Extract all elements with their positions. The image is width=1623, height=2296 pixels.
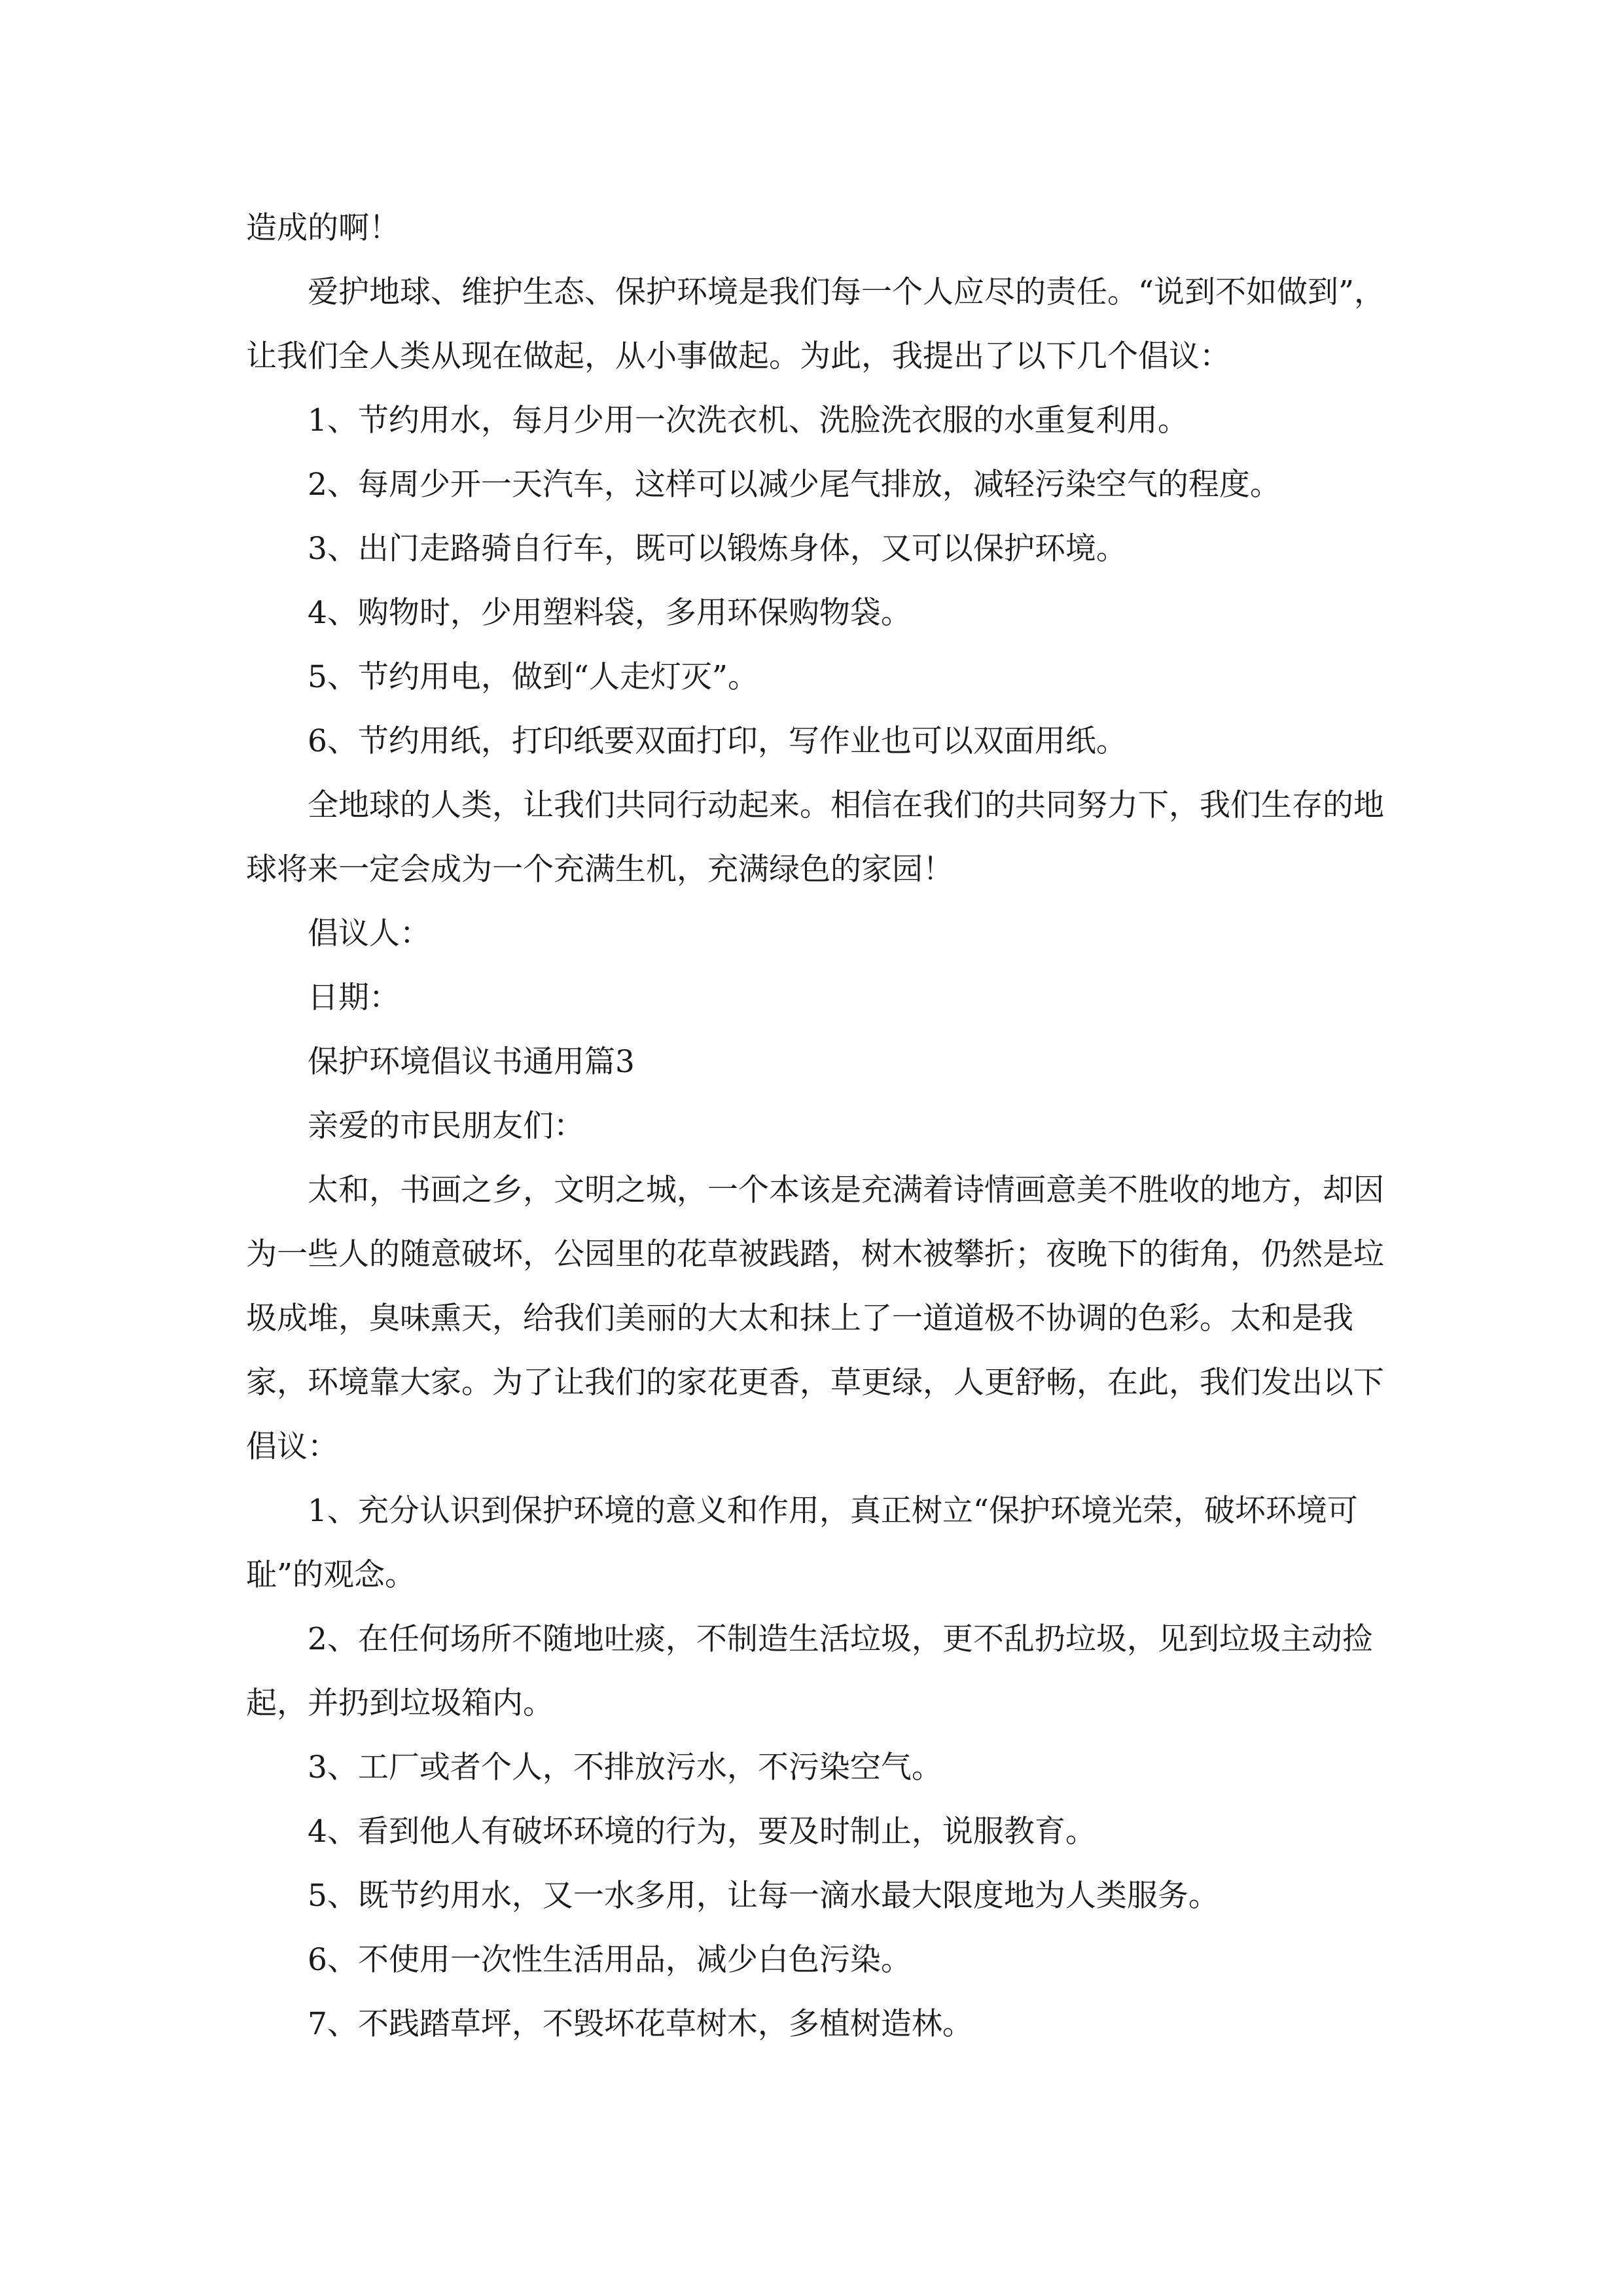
section-title: 保护环境倡议书通用篇3 xyxy=(308,1044,635,1080)
list-item: 1、充分认识到保护环境的意义和作用，真正树立“保护环境光荣，破坏环境可耻”的观念。 xyxy=(246,1493,1358,1593)
paragraph: 造成的啊！ xyxy=(246,210,400,246)
salutation: 亲爱的市民朋友们： xyxy=(308,1108,584,1144)
list-item: 6、节约用纸，打印纸要双面打印，写作业也可以双面用纸。 xyxy=(308,723,1127,759)
date-label: 日期： xyxy=(308,980,400,1016)
paragraph: 爱护地球、维护生态、保护环境是我们每一个人应尽的责任。“说到不如做到”，让我们全人类从现在做起，从小事做起。为此，我提出了以下几个倡议： xyxy=(246,274,1385,374)
list-item: 3、工厂或者个人，不排放污水，不污染空气。 xyxy=(308,1749,942,1785)
paragraph: 太和，书画之乡，文明之城，一个本该是充满着诗情画意美不胜收的地方，却因为一些人的随意破坏，公园里的花草被践踏，树木被攀折；夜晚下的街角，仍然是垃圾成堆，臭味熏天，给我们美丽的大太和抹上了一道道极不协调的色彩。太和是我家，环境靠大家。为了让我们的家花更香，草更绿，人更舒畅，在此，我们发出以下倡议： xyxy=(246,1172,1384,1465)
list-item: 2、每周少开一天汽车，这样可以减少尾气排放，减轻污染空气的程度。 xyxy=(308,467,1281,503)
list-item: 4、购物时，少用塑料袋，多用环保购物袋。 xyxy=(308,595,912,631)
paragraph: 全地球的人类，让我们共同行动起来。相信在我们的共同努力下，我们生存的地球将来一定会成为一个充满生机，充满绿色的家园！ xyxy=(246,787,1384,888)
list-item: 3、出门走路骑自行车，既可以锻炼身体，又可以保护环境。 xyxy=(308,531,1127,567)
list-item: 7、不践踏草坪，不毁坏花草树木，多植树造林。 xyxy=(308,2006,973,2042)
signature-label: 倡议人： xyxy=(308,916,431,952)
list-item: 6、不使用一次性生活用品，减少白色污染。 xyxy=(308,1942,912,1978)
list-item: 5、既节约用水，又一水多用，让每一滴水最大限度地为人类服务。 xyxy=(308,1878,1219,1914)
document-body xyxy=(246,196,1398,2056)
list-item: 5、节约用电，做到“人走灯灭”。 xyxy=(308,659,758,695)
list-item: 2、在任何场所不随地吐痰，不制造生活垃圾，更不乱扔垃圾，见到垃圾主动捡起，并扔到垃圾箱内。 xyxy=(246,1621,1373,1721)
list-item: 1、节约用水，每月少用一次洗衣机、洗脸洗衣服的水重复利用。 xyxy=(308,403,1188,439)
list-item: 4、看到他人有破坏环境的行为，要及时制止，说服教育。 xyxy=(308,1814,1096,1850)
